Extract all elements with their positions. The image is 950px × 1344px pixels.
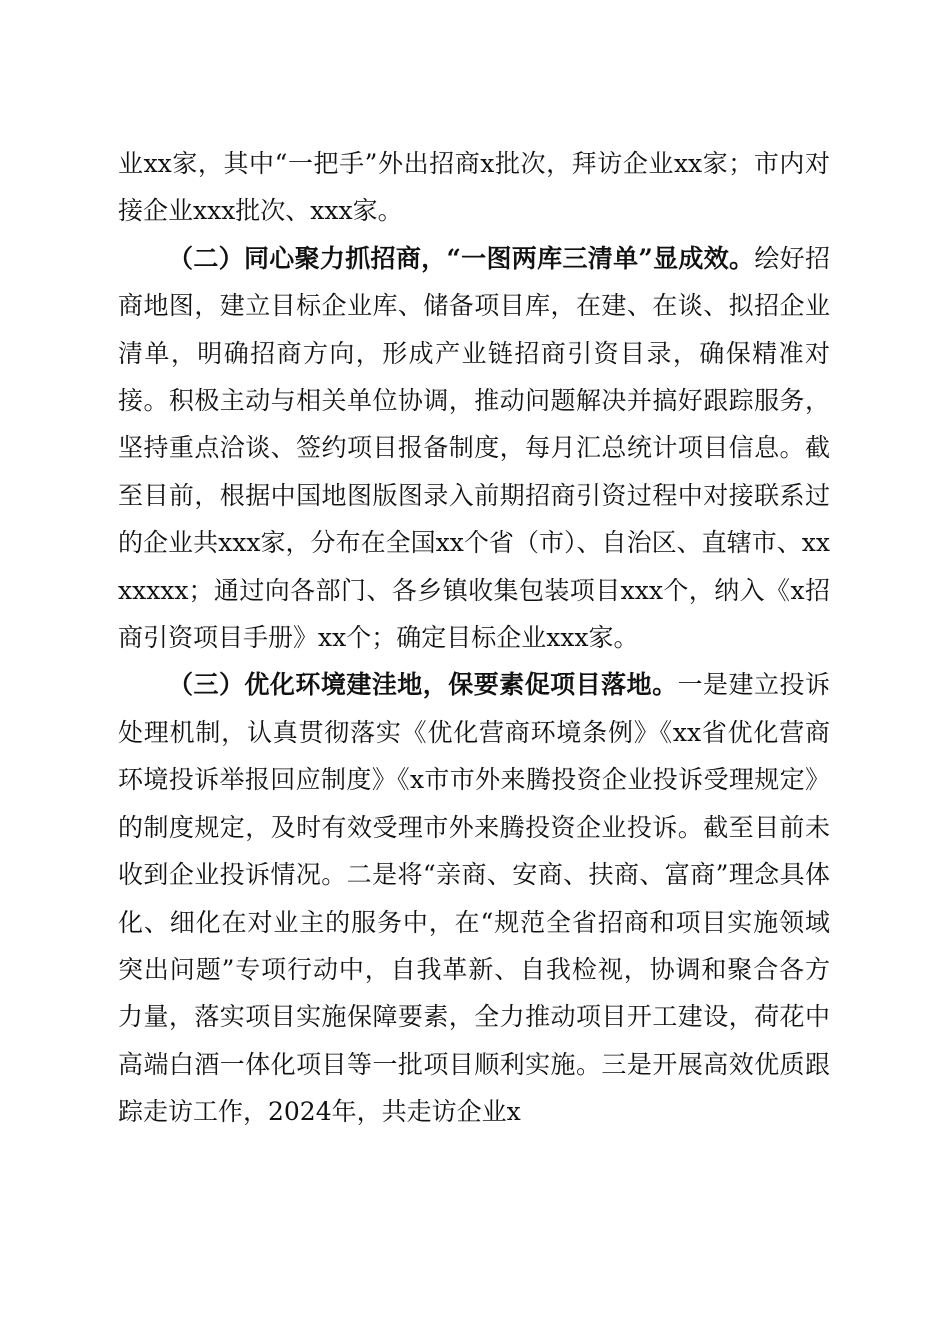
paragraph-continuation [118, 140, 830, 235]
section-heading-3: （三）优化环境建洼地，保要素促项目落地。 [168, 670, 678, 700]
paragraph-section-2 [118, 235, 830, 662]
paragraph-section-3 [118, 661, 830, 1135]
document-body [118, 140, 830, 1136]
paragraph-text: 一是建立投诉处理机制，认真贯彻落实《优化营商环境条例》《xx省优化营商环境投诉举报回应制度》《x市市外来腾投资企业投诉受理规定》的制度规定，及时有效受理市外来腾投资企业投诉。截至目前未收到企业投诉情况。二是将“亲商、安商、扶商、富商”理念具体化、细化在对业主的服务中，在“规范全省招商和项目实施领域突出问题”专项行动中，自我革新、自我检视，协调和聚合各方力量，落实项目实施保障要素，全力推动项目开工建设，荷花中高端白酒一体化项目等一批项目顺利实施。三是开展高效优质跟踪走访工作，2024年，共走访企业x [118, 670, 830, 1127]
section-heading-2: （二）同心聚力抓招商，“一图两库三清单”显成效。 [168, 243, 755, 273]
paragraph-text: 绘好招商地图，建立目标企业库、储备项目库，在建、在谈、拟招企业清单，明确招商方向，形成产业链招商引资目录，确保精准对接。积极主动与相关单位协调，推动问题解决并搞好跟踪服务，坚持重点洽谈、签约项目报备制度，每月汇总统计项目信息。截至目前，根据中国地图版图录入前期招商引资过程中对接联系过的企业共xxx家，分布在全国xx个省（市）、自治区、直辖市、xxxxxxx；通过向各部门、各乡镇收集包装项目xxx个，纳入《x招商引资项目手册》xx个；确定目标企业xxx家。 [118, 243, 830, 653]
paragraph-text: 业xx家，其中“一把手”外出招商x批次，拜访企业xx家；市内对接企业xxx批次、xxx家。 [118, 149, 830, 226]
